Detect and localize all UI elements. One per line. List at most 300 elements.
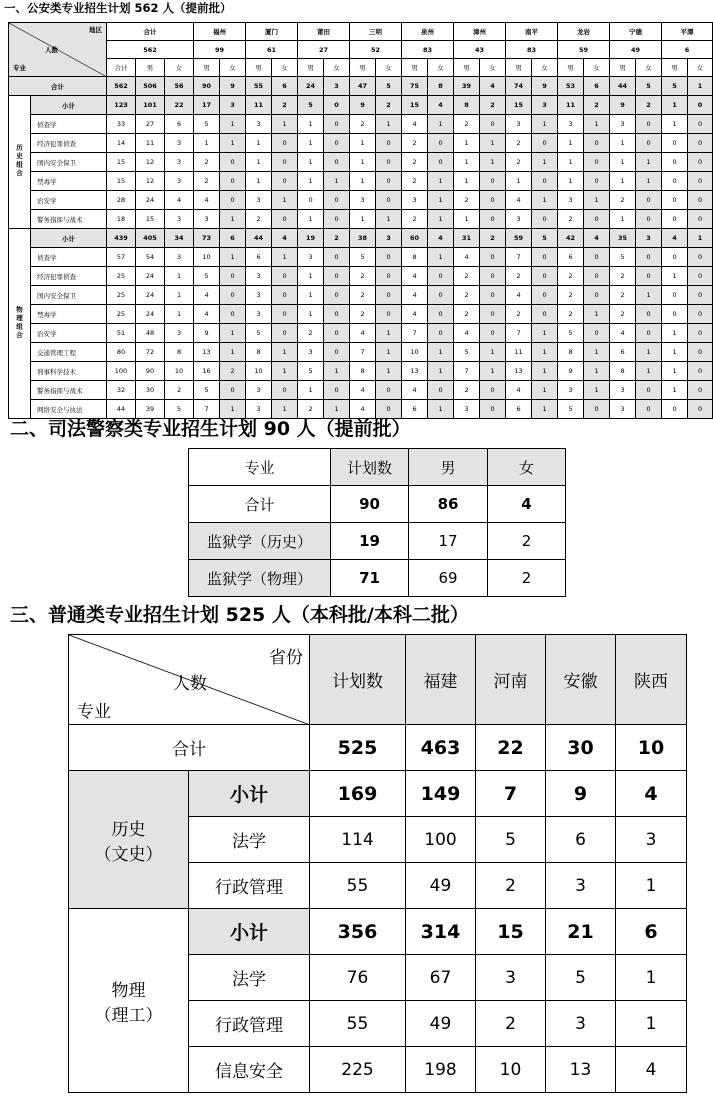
cell-value: 3 — [165, 153, 194, 172]
header-province: 陕西 — [616, 635, 687, 725]
cell-value: 0 — [532, 267, 558, 286]
cell-value: 0 — [688, 362, 713, 381]
cell-value: 1 — [584, 362, 610, 381]
total-value: 5 — [636, 77, 662, 96]
cell-value: 1 — [376, 343, 402, 362]
cell-value: 25 — [107, 267, 136, 286]
total-row — [69, 725, 687, 771]
cell-value: 2 — [454, 381, 480, 400]
cell-value: 8 — [558, 343, 584, 362]
cell-value: 4 — [194, 305, 220, 324]
cell-value: 6 — [220, 229, 246, 248]
cell-value: 0 — [662, 153, 688, 172]
cell-value: 4 — [506, 191, 532, 210]
cell-value: 19 — [298, 229, 324, 248]
region-header: 泉州 — [402, 23, 454, 41]
gender-subheader: 男 — [610, 59, 636, 77]
cell-value: 1 — [428, 343, 454, 362]
cell-value: 0 — [376, 267, 402, 286]
cell-value: 0 — [662, 210, 688, 229]
cell-value: 0 — [688, 248, 713, 267]
cell-value: 4 — [488, 486, 566, 523]
gender-subheader: 女 — [532, 59, 558, 77]
cell-value: 6 — [165, 115, 194, 134]
cell-value: 5 — [350, 248, 376, 267]
cell-value: 5 — [558, 324, 584, 343]
cell-value: 15 — [402, 96, 428, 115]
cell-value: 1 — [688, 229, 713, 248]
cell-value: 38 — [350, 229, 376, 248]
total-value: 44 — [610, 77, 636, 96]
major-name: 警务指挥与战术 — [31, 381, 107, 400]
major-row — [9, 172, 713, 191]
cell-value: 6 — [546, 817, 616, 863]
total-value: 5 — [662, 77, 688, 96]
cell-value: 0 — [428, 286, 454, 305]
cell-value: 1 — [480, 134, 506, 153]
region-total: 83 — [402, 41, 454, 59]
cell-value: 114 — [310, 817, 406, 863]
cell-value: 13 — [194, 343, 220, 362]
cell-value: 21 — [546, 909, 616, 955]
cell-value: 13 — [402, 362, 428, 381]
cell-value: 0 — [688, 153, 713, 172]
cell-value: 4 — [165, 191, 194, 210]
cell-value: 3 — [506, 210, 532, 229]
corner-count-label: 人数 — [173, 674, 207, 694]
cell-value: 198 — [406, 1047, 476, 1093]
region-total: 99 — [194, 41, 246, 59]
cell-value: 24 — [136, 267, 165, 286]
cell-value: 0 — [376, 305, 402, 324]
cell-value: 1 — [428, 115, 454, 134]
cell-value: 2 — [480, 96, 506, 115]
cell-value: 5 — [610, 248, 636, 267]
cell-value: 0 — [324, 305, 350, 324]
region-header: 合计 — [107, 23, 194, 41]
cell-value: 1 — [428, 210, 454, 229]
cell-value: 0 — [662, 400, 688, 419]
cell-value: 44 — [107, 400, 136, 419]
cell-value: 3 — [610, 115, 636, 134]
cell-value: 90 — [331, 486, 409, 523]
cell-value: 5 — [532, 229, 558, 248]
major-name: 国内安全保卫 — [31, 153, 107, 172]
cell-value: 34 — [165, 229, 194, 248]
cell-value: 0 — [220, 153, 246, 172]
major-name: 法学 — [189, 955, 310, 1001]
cell-value: 3 — [558, 191, 584, 210]
cell-value: 1 — [324, 172, 350, 191]
cell-value: 9 — [350, 96, 376, 115]
cell-value: 1 — [220, 248, 246, 267]
cell-value: 0 — [688, 96, 713, 115]
cell-value: 3 — [246, 400, 272, 419]
cell-value: 0 — [376, 153, 402, 172]
cell-value: 2 — [610, 267, 636, 286]
cell-value: 4 — [402, 381, 428, 400]
cell-value: 0 — [662, 134, 688, 153]
cell-value: 0 — [480, 115, 506, 134]
cell-value: 3 — [165, 134, 194, 153]
cell-value: 73 — [194, 229, 220, 248]
cell-value: 0 — [480, 286, 506, 305]
cell-value: 2 — [558, 286, 584, 305]
cell-value: 0 — [324, 153, 350, 172]
cell-value: 1 — [584, 305, 610, 324]
cell-value: 4 — [454, 324, 480, 343]
total-value: 525 — [310, 725, 406, 771]
cell-value: 1 — [298, 305, 324, 324]
cell-value: 2 — [506, 267, 532, 286]
cell-value: 225 — [310, 1047, 406, 1093]
cell-value: 4 — [610, 324, 636, 343]
cell-value: 5 — [558, 400, 584, 419]
cell-value: 0 — [688, 324, 713, 343]
cell-value: 1 — [636, 153, 662, 172]
cell-value: 1 — [165, 286, 194, 305]
region-header: 三明 — [350, 23, 402, 41]
cell-value: 0 — [532, 286, 558, 305]
total-value: 22 — [476, 725, 546, 771]
cell-value: 9 — [558, 362, 584, 381]
group-name: 历史组合 — [15, 144, 23, 178]
cell-value: 1 — [558, 134, 584, 153]
cell-value: 2 — [350, 305, 376, 324]
cell-value: 2 — [454, 191, 480, 210]
cell-value: 0 — [324, 343, 350, 362]
cell-value: 17 — [194, 96, 220, 115]
total-row — [189, 486, 566, 523]
cell-value: 1 — [558, 172, 584, 191]
cell-value: 9 — [194, 324, 220, 343]
corner-major-label: 专业 — [77, 702, 111, 722]
cell-value: 0 — [636, 134, 662, 153]
cell-value: 0 — [480, 172, 506, 191]
cell-value: 60 — [402, 229, 428, 248]
cell-value: 2 — [376, 96, 402, 115]
major-row — [9, 362, 713, 381]
major-row — [9, 153, 713, 172]
cell-value: 4 — [616, 1047, 687, 1093]
cell-value: 2 — [324, 229, 350, 248]
cell-value: 2 — [476, 1001, 546, 1047]
cell-value: 1 — [636, 343, 662, 362]
total-value: 10 — [616, 725, 687, 771]
cell-value: 2 — [194, 172, 220, 191]
cell-value: 2 — [454, 305, 480, 324]
cell-value: 1 — [662, 343, 688, 362]
cell-value: 0 — [688, 400, 713, 419]
cell-value: 3 — [610, 381, 636, 400]
cell-value: 1 — [165, 305, 194, 324]
cell-value: 9 — [610, 96, 636, 115]
cell-value: 2 — [476, 863, 546, 909]
corner-major-label: 专业 — [13, 64, 26, 72]
cell-value: 0 — [480, 267, 506, 286]
cell-value: 3 — [376, 229, 402, 248]
cell-value: 1 — [558, 153, 584, 172]
major-name: 合计 — [189, 486, 331, 523]
cell-value: 0 — [220, 305, 246, 324]
cell-value: 3 — [402, 191, 428, 210]
cell-value: 1 — [376, 210, 402, 229]
cell-value: 1 — [298, 267, 324, 286]
cell-value: 0 — [584, 267, 610, 286]
cell-value: 100 — [406, 817, 476, 863]
cell-value: 0 — [584, 324, 610, 343]
corner-count-label: 人数 — [45, 46, 58, 54]
cell-value: 0 — [272, 381, 298, 400]
cell-value: 4 — [584, 229, 610, 248]
cell-value: 1 — [246, 134, 272, 153]
cell-value: 3 — [546, 1001, 616, 1047]
cell-value: 1 — [272, 191, 298, 210]
cell-value: 0 — [662, 248, 688, 267]
cell-value: 0 — [272, 172, 298, 191]
cell-value: 6 — [616, 909, 687, 955]
cell-value: 0 — [324, 286, 350, 305]
gender-subheader: 女 — [636, 59, 662, 77]
cell-value: 0 — [636, 210, 662, 229]
major-row — [9, 134, 713, 153]
cell-value: 6 — [610, 343, 636, 362]
region-header: 莆田 — [298, 23, 350, 41]
cell-value: 33 — [107, 115, 136, 134]
cell-value: 90 — [136, 362, 165, 381]
total-value: 6 — [272, 77, 298, 96]
cell-value: 3 — [194, 210, 220, 229]
region-total: 27 — [298, 41, 350, 59]
cell-value: 69 — [409, 560, 488, 597]
major-row — [9, 343, 713, 362]
cell-value: 28 — [107, 191, 136, 210]
cell-value: 0 — [376, 172, 402, 191]
cell-value: 2 — [558, 210, 584, 229]
cell-value: 31 — [454, 229, 480, 248]
major-row — [9, 305, 713, 324]
header-plan: 计划数 — [331, 449, 409, 486]
cell-value: 0 — [636, 400, 662, 419]
cell-value: 0 — [376, 134, 402, 153]
cell-value: 1 — [246, 172, 272, 191]
cell-value: 5 — [476, 817, 546, 863]
header-province: 河南 — [476, 635, 546, 725]
cell-value: 57 — [107, 248, 136, 267]
cell-value: 13 — [546, 1047, 616, 1093]
total-value: 30 — [546, 725, 616, 771]
cell-value: 0 — [636, 267, 662, 286]
cell-value: 5 — [246, 324, 272, 343]
group-name-sub: （理工） — [94, 1005, 163, 1026]
cell-value: 2 — [636, 96, 662, 115]
cell-value: 7 — [476, 771, 546, 817]
cell-value: 3 — [454, 400, 480, 419]
cell-value: 0 — [688, 343, 713, 362]
cell-value: 2 — [558, 267, 584, 286]
cell-value: 0 — [376, 286, 402, 305]
group-name-cell — [9, 229, 31, 419]
gender-subheader: 合计 — [107, 59, 136, 77]
cell-value: 2 — [506, 305, 532, 324]
cell-value: 3 — [165, 210, 194, 229]
cell-value: 1 — [636, 172, 662, 191]
region-header: 福州 — [194, 23, 246, 41]
cell-value: 1 — [428, 400, 454, 419]
cell-value: 1 — [350, 153, 376, 172]
major-name: 禁毒学 — [31, 305, 107, 324]
gender-subheader: 男 — [662, 59, 688, 77]
major-row — [9, 381, 713, 400]
cell-value: 5 — [546, 955, 616, 1001]
gender-subheader: 男 — [194, 59, 220, 77]
group-name: 历史 — [111, 819, 146, 840]
cell-value: 1 — [165, 267, 194, 286]
cell-value: 10 — [402, 343, 428, 362]
cell-value: 1 — [454, 153, 480, 172]
cell-value: 24 — [136, 305, 165, 324]
cell-value: 5 — [165, 400, 194, 419]
cell-value: 0 — [584, 210, 610, 229]
major-name: 国内安全保卫 — [31, 286, 107, 305]
cell-value: 6 — [506, 400, 532, 419]
gender-subheader: 女 — [220, 59, 246, 77]
cell-value: 2 — [610, 191, 636, 210]
cell-value: 0 — [480, 210, 506, 229]
major-row — [9, 267, 713, 286]
cell-value: 22 — [165, 96, 194, 115]
cell-value: 3 — [298, 343, 324, 362]
cell-value: 1 — [220, 400, 246, 419]
cell-value: 439 — [107, 229, 136, 248]
cell-value: 4 — [350, 400, 376, 419]
major-row — [9, 115, 713, 134]
cell-value: 2 — [298, 324, 324, 343]
cell-value: 4 — [402, 286, 428, 305]
cell-value: 0 — [324, 210, 350, 229]
cell-value: 11 — [558, 96, 584, 115]
cell-value: 6 — [246, 248, 272, 267]
cell-value: 0 — [688, 172, 713, 191]
cell-value: 1 — [298, 172, 324, 191]
cell-value: 71 — [331, 560, 409, 597]
cell-value: 1 — [662, 267, 688, 286]
cell-value: 100 — [107, 362, 136, 381]
cell-value: 1 — [428, 191, 454, 210]
cell-value: 0 — [272, 267, 298, 286]
cell-value: 0 — [480, 324, 506, 343]
cell-value: 2 — [350, 286, 376, 305]
cell-value: 3 — [558, 115, 584, 134]
cell-value: 405 — [136, 229, 165, 248]
cell-value: 16 — [194, 362, 220, 381]
cell-value: 2 — [350, 115, 376, 134]
cell-value: 1 — [350, 172, 376, 191]
group-name-sub: （文史） — [94, 844, 163, 865]
cell-value: 149 — [406, 771, 476, 817]
cell-value: 0 — [272, 134, 298, 153]
cell-value: 3 — [246, 191, 272, 210]
cell-value: 2 — [194, 153, 220, 172]
cell-value: 11 — [246, 96, 272, 115]
cell-value: 80 — [107, 343, 136, 362]
cell-value: 4 — [506, 381, 532, 400]
cell-value: 0 — [376, 381, 402, 400]
general-plan-table — [68, 634, 687, 1093]
cell-value: 55 — [310, 863, 406, 909]
cell-value: 0 — [584, 286, 610, 305]
cell-value: 0 — [688, 115, 713, 134]
group-name: 物理组合 — [15, 305, 23, 340]
cell-value: 1 — [662, 96, 688, 115]
cell-value: 1 — [272, 362, 298, 381]
cell-value: 13 — [506, 362, 532, 381]
cell-value: 15 — [506, 96, 532, 115]
cell-value: 0 — [272, 324, 298, 343]
region-total: 52 — [350, 41, 402, 59]
total-value: 74 — [506, 77, 532, 96]
cell-value: 0 — [636, 305, 662, 324]
major-name: 小计 — [189, 771, 310, 817]
header-major: 专业 — [189, 449, 331, 486]
header-male: 男 — [409, 449, 488, 486]
cell-value: 0 — [220, 286, 246, 305]
cell-value: 19 — [331, 523, 409, 560]
cell-value: 2 — [454, 115, 480, 134]
cell-value: 48 — [136, 324, 165, 343]
subtotal-row — [69, 909, 687, 955]
cell-value: 7 — [194, 400, 220, 419]
gender-subheader: 男 — [454, 59, 480, 77]
cell-value: 0 — [298, 191, 324, 210]
region-total: 59 — [558, 41, 610, 59]
cell-value: 44 — [246, 229, 272, 248]
cell-value: 54 — [136, 248, 165, 267]
gender-subheader: 男 — [350, 59, 376, 77]
cell-value: 8 — [402, 248, 428, 267]
cell-value: 2 — [165, 381, 194, 400]
cell-value: 32 — [107, 381, 136, 400]
cell-value: 0 — [688, 134, 713, 153]
gender-subheader: 女 — [480, 59, 506, 77]
cell-value: 3 — [610, 400, 636, 419]
cell-value: 1 — [428, 172, 454, 191]
section1-title: 一、公安类专业招生计划 562 人（提前批） — [4, 1, 232, 15]
cell-value: 3 — [298, 248, 324, 267]
cell-value: 314 — [406, 909, 476, 955]
cell-value: 1 — [532, 115, 558, 134]
cell-value: 1 — [454, 134, 480, 153]
cell-value: 27 — [136, 115, 165, 134]
major-name: 交通管理工程 — [31, 343, 107, 362]
cell-value: 15 — [476, 909, 546, 955]
cell-value: 15 — [107, 153, 136, 172]
region-total: 6 — [662, 41, 713, 59]
gender-subheader: 女 — [324, 59, 350, 77]
cell-value: 0 — [272, 153, 298, 172]
major-row — [9, 324, 713, 343]
major-name: 小计 — [31, 96, 107, 115]
cell-value: 1 — [532, 153, 558, 172]
group-name: 物理 — [111, 980, 146, 1001]
total-value: 5 — [376, 77, 402, 96]
cell-value: 1 — [220, 134, 246, 153]
major-name: 行政管理 — [189, 1001, 310, 1047]
cell-value: 5 — [454, 343, 480, 362]
cell-value: 0 — [688, 286, 713, 305]
header-province: 安徽 — [546, 635, 616, 725]
cell-value: 5 — [298, 362, 324, 381]
